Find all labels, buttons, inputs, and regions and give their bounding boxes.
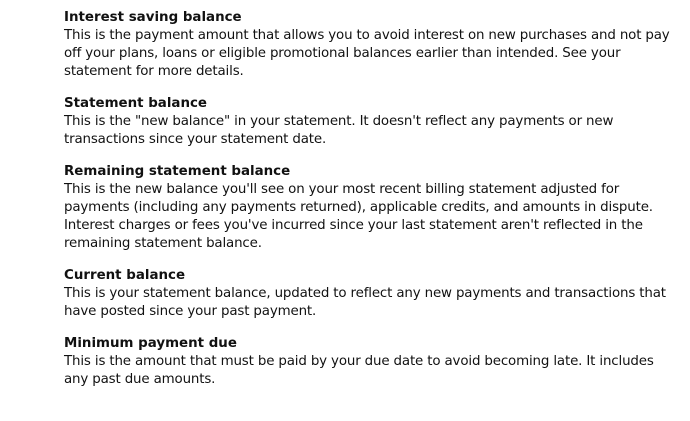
definition-term: Statement balance xyxy=(64,96,207,111)
definition-statement-balance xyxy=(64,95,680,149)
definition-term: Remaining statement balance xyxy=(64,164,291,179)
definition-term: Minimum payment due xyxy=(64,336,237,351)
definition-term: Interest saving balance xyxy=(64,10,242,25)
definition-description: This is the payment amount that allows you to avoid interest on new purchases and not pay off your plans, loans or eligible promotional balances earlier than intended. See your statement for more details. xyxy=(64,28,670,79)
definition-description: This is your statement balance, updated to reflect any new payments and transactions that have posted since your past payment. xyxy=(64,286,666,319)
definitions-list xyxy=(64,9,680,389)
definition-current-balance xyxy=(64,267,680,321)
definition-description: This is the "new balance" in your statement. It doesn't reflect any payments or new transactions since your statement date. xyxy=(64,114,614,147)
definition-term: Current balance xyxy=(64,268,186,283)
definition-description: This is the new balance you'll see on your most recent billing statement adjusted for payments (including any payments returned), applicable credits, and amounts in dispute. Interest charges or fees you've incurred since your last statement aren't reflected in the remaining statement balance. xyxy=(64,182,653,251)
definition-interest-saving-balance xyxy=(64,9,680,81)
definition-remaining-statement-balance xyxy=(64,163,680,253)
definition-minimum-payment-due xyxy=(64,335,680,389)
definition-description: This is the amount that must be paid by your due date to avoid becoming late. It includes any past due amounts. xyxy=(64,354,654,387)
